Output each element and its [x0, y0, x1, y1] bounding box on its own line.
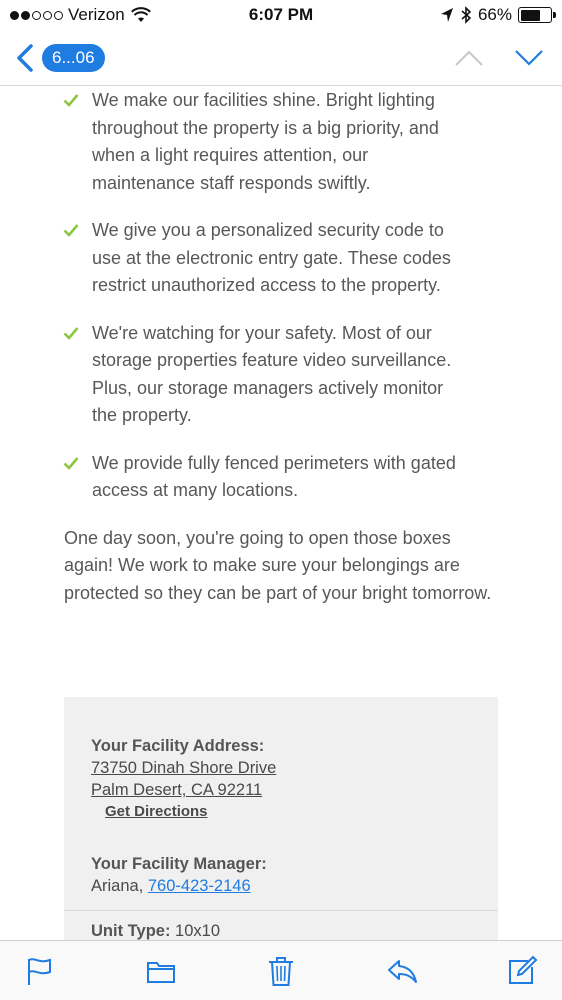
checkmark-icon — [63, 456, 79, 470]
unit-type-value: 10x10 — [175, 922, 221, 940]
carrier-label: Verizon — [68, 5, 125, 24]
unit-type-label: Unit Type: — [91, 922, 171, 940]
bluetooth-icon — [460, 6, 472, 24]
move-to-folder-button[interactable] — [143, 953, 179, 989]
list-item — [0, 320, 562, 430]
checkmark-icon — [63, 93, 79, 107]
manager-name: Ariana, — [91, 877, 144, 895]
address-label: Your Facility Address: — [91, 737, 265, 755]
email-body[interactable] — [0, 87, 562, 940]
location-arrow-icon — [440, 7, 454, 23]
bullet-text: We provide fully fenced perimeters with gated access at many locations. — [92, 452, 456, 500]
reply-icon — [386, 955, 418, 987]
unit-type-row — [91, 922, 220, 940]
checkmark-icon — [63, 326, 79, 340]
folder-icon — [145, 955, 177, 987]
status-bar — [0, 0, 562, 30]
checkmark-icon — [63, 223, 79, 237]
chevron-left-icon[interactable] — [14, 43, 36, 73]
bullet-text: We're watching for your safety. Most of our storage properties feature video surveillance. Plus, our storage managers actively monitor the property. — [92, 322, 452, 425]
list-item — [0, 450, 562, 505]
signal-strength-icon — [10, 11, 63, 20]
bullet-text: We give you a personalized security code to use at the electronic entry gate. These codes restrict unauthorized access to the property. — [92, 220, 451, 295]
list-item — [0, 87, 562, 197]
clock: 6:07 PM — [248, 5, 314, 24]
mail-nav-bar — [0, 30, 562, 86]
bullet-text: We make our facilities shine. Bright lighting throughout the property is a big priority, and when a light requires attention, our maintenance staff responds swiftly. — [92, 90, 439, 193]
reply-button[interactable] — [384, 953, 420, 989]
compose-button[interactable] — [504, 953, 540, 989]
trash-button[interactable] — [263, 953, 299, 989]
address-line-1-link[interactable]: 73750 Dinah Shore Drive — [91, 759, 277, 777]
mail-toolbar — [0, 940, 562, 1000]
manager-label: Your Facility Manager: — [91, 855, 267, 873]
list-item — [0, 217, 562, 300]
chevron-down-icon[interactable] — [514, 48, 544, 68]
facility-info-box — [64, 697, 498, 940]
wifi-icon — [131, 7, 151, 23]
manager-phone-link[interactable]: 760-423-2146 — [147, 877, 251, 895]
address-line-2-link[interactable]: Palm Desert, CA 92211 — [91, 781, 263, 799]
closing-paragraph: One day soon, you're going to open those boxes again! We work to make sure your belongings are protected so they can be part of your bright tomorrow. — [64, 527, 492, 603]
flag-icon — [24, 955, 56, 987]
get-directions-link[interactable]: Get Directions — [105, 803, 208, 820]
trash-icon — [265, 955, 297, 987]
battery-percent: 66% — [477, 5, 512, 24]
flag-button[interactable] — [22, 953, 58, 989]
battery-icon — [518, 7, 552, 23]
compose-icon — [506, 955, 538, 987]
divider — [64, 910, 498, 911]
chevron-up-icon[interactable] — [454, 48, 484, 68]
battery-fill — [521, 10, 540, 21]
back-thread-button[interactable]: 6...06 — [42, 44, 105, 72]
